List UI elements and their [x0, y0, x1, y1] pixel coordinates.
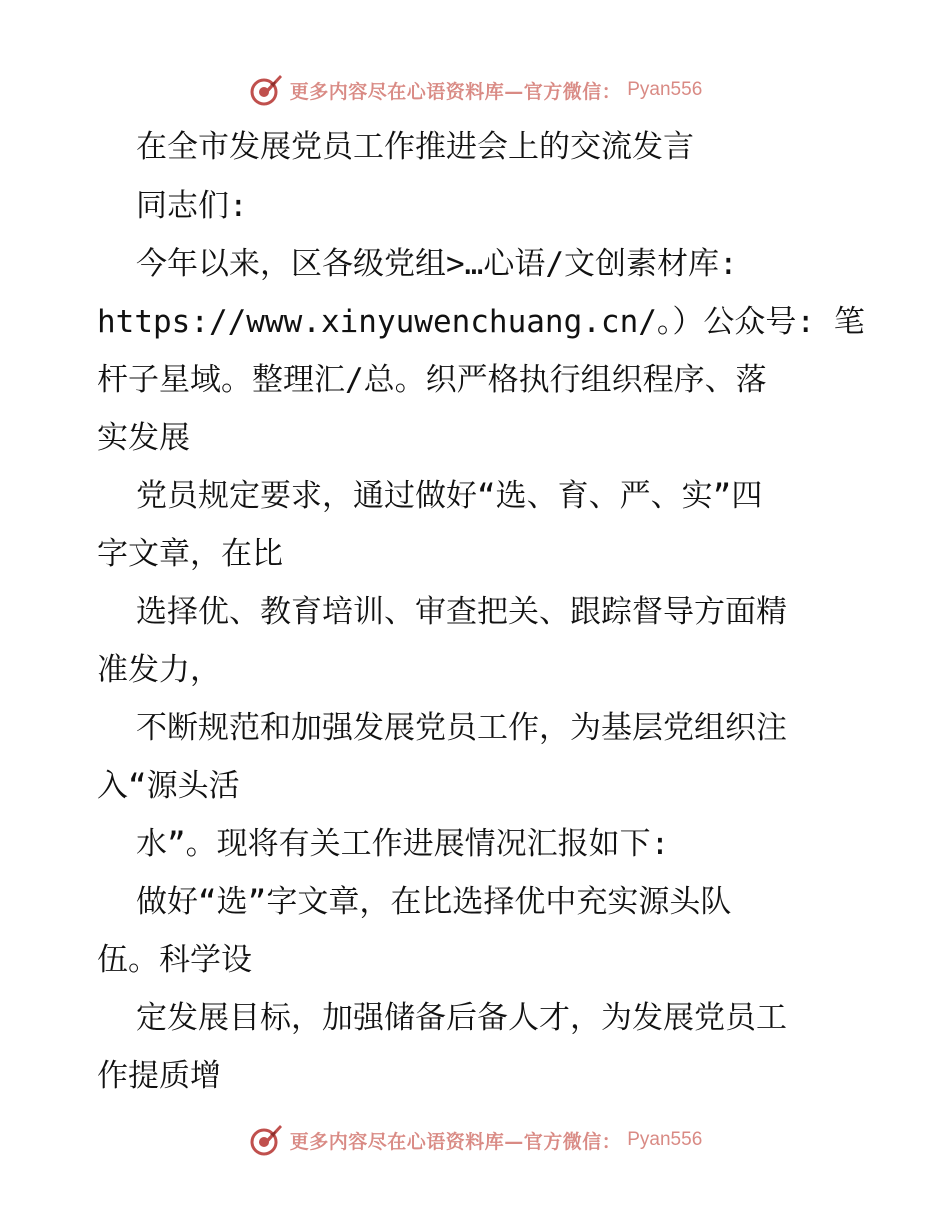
paragraph-line: 选择优、教育培训、审查把关、跟踪督导方面精 — [136, 594, 787, 630]
paragraph-line: https://www.xinyuwenchuang.cn/。）公众号: 笔 — [97, 304, 865, 340]
paragraph-line: 杆子星域。整理汇/总。织严格执行组织程序、落 — [97, 362, 767, 398]
paragraph-line: 定发展目标，加强储备后备人才，为发展党员工 — [136, 1000, 787, 1036]
watermark-contact: Pyan556 — [627, 79, 703, 100]
paragraph-line: 今年以来，区各级党组>…心语/文创素材库: — [136, 246, 738, 282]
paragraph-line: 做好“选”字文章，在比选择优中充实源头队 — [136, 884, 732, 920]
watermark-contact: Pyan556 — [627, 1129, 703, 1150]
paragraph-line: 伍。科学设 — [97, 942, 252, 978]
watermark-footer — [0, 1120, 950, 1160]
paragraph-line: 水”。现将有关工作进展情况汇报如下: — [136, 826, 670, 862]
paragraph-line: 准发力， — [97, 652, 221, 688]
document-title: 在全市发展党员工作推进会上的交流发言 — [136, 129, 694, 165]
paragraph-line: 入“源头活 — [97, 768, 240, 804]
quill-logo-icon — [248, 72, 284, 108]
watermark-text: 更多内容尽在心语资料库—官方微信： — [289, 80, 622, 103]
paragraph-line: 作提质增 — [97, 1058, 221, 1094]
paragraph-line: 党员规定要求，通过做好“选、育、严、实”四 — [136, 478, 763, 514]
watermark-header — [0, 70, 950, 110]
paragraph-line: 实发展 — [97, 420, 190, 456]
paragraph-line: 字文章，在比 — [97, 536, 283, 572]
paragraph-line: 不断规范和加强发展党员工作，为基层党组织注 — [136, 710, 787, 746]
watermark-text: 更多内容尽在心语资料库—官方微信： — [289, 1130, 622, 1153]
salutation: 同志们: — [136, 188, 248, 224]
quill-logo-icon — [248, 1122, 284, 1158]
